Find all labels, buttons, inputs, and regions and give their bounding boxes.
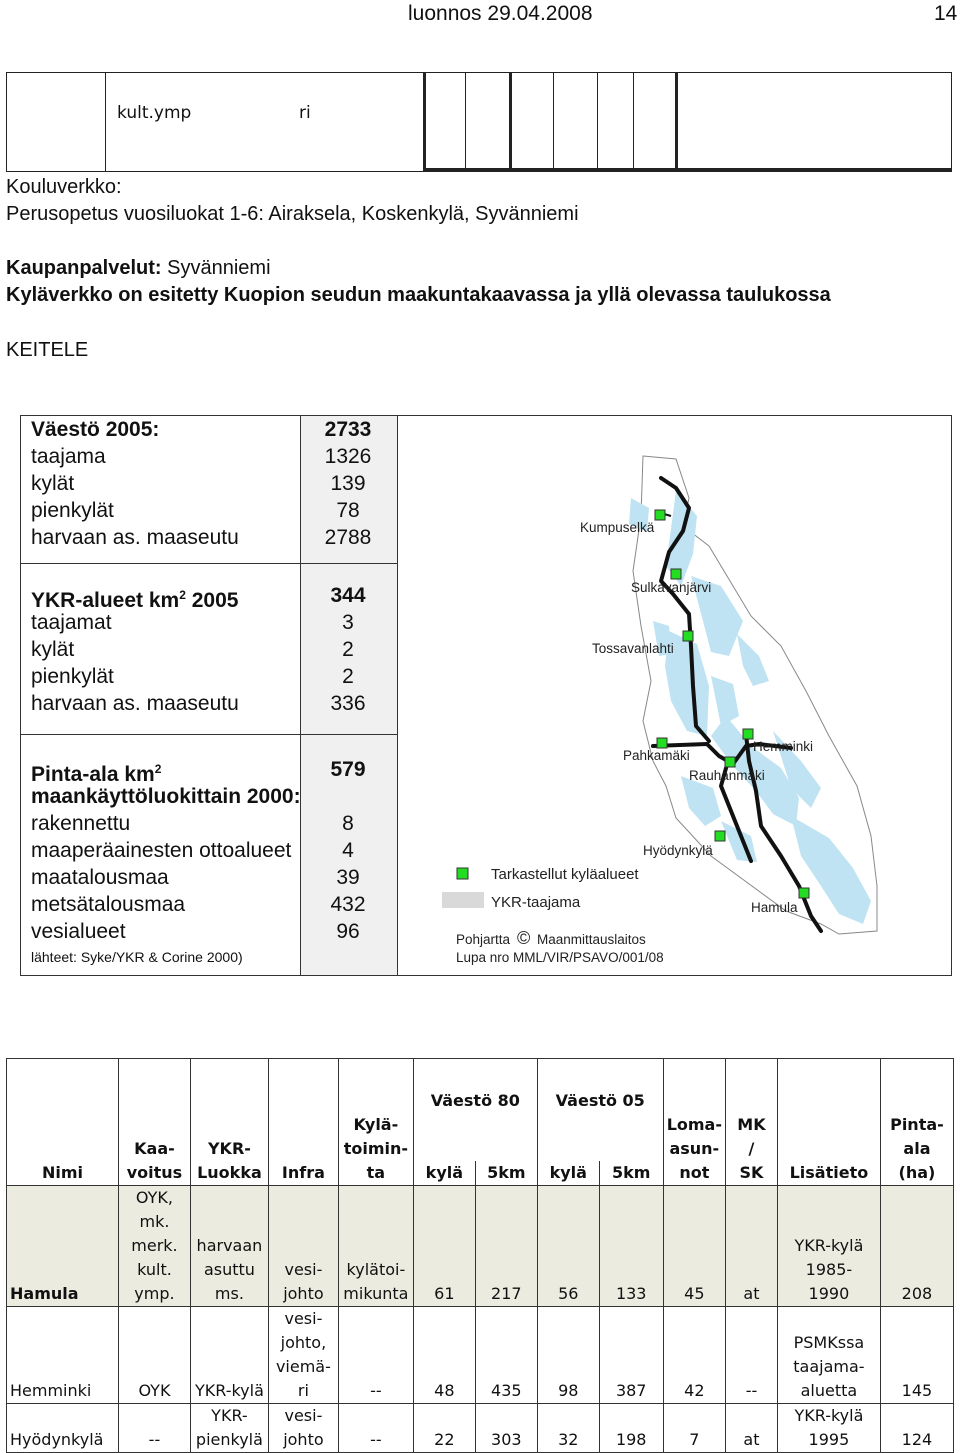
th-ykr: YKR- Luokka xyxy=(190,1059,268,1186)
map-label-hyodynkyla: Hyödynkylä xyxy=(643,843,713,858)
population-label: kylät xyxy=(31,472,75,495)
table-row xyxy=(7,1306,954,1403)
population-value: 1326 xyxy=(324,445,372,468)
cell-lisatieto: PSMKssa taajama- aluetta xyxy=(777,1306,880,1403)
stub-col-kultymp: kult.ymp xyxy=(117,103,192,123)
population-value: 139 xyxy=(330,472,366,495)
cell-v80-5km: 217 xyxy=(475,1185,537,1306)
cell-lisatieto: YKR-kylä 1995 xyxy=(777,1403,880,1452)
area-heading: Pinta-ala $km^2$ xyxy=(31,762,162,786)
ykr-value: 2 xyxy=(342,638,354,661)
ykr-value: 2 xyxy=(342,665,354,688)
cell-kylatoiminta: kylätoi- mikunta xyxy=(338,1185,413,1306)
copyright-icon: © xyxy=(517,928,531,948)
cell-v05-kyla: 98 xyxy=(537,1306,599,1403)
ykr-total: 344 xyxy=(330,584,366,607)
cell-v80-kyla: 48 xyxy=(413,1306,475,1403)
ykr-heading: YKR-alueet $km^2$ 2005 xyxy=(31,588,239,612)
table-row xyxy=(7,1403,954,1452)
ykr-value: 3 xyxy=(342,611,354,634)
map-credit-source: Pohjartta xyxy=(456,932,511,947)
cell-loma: 42 xyxy=(663,1306,725,1403)
cell-ykr: YKR- pienkylä xyxy=(190,1403,268,1452)
cell-kaavoitus: -- xyxy=(118,1403,190,1452)
stub-col-ri: ri xyxy=(299,103,311,123)
map-label-hemminki: Hemminki xyxy=(753,739,814,754)
cell-infra: vesi- johto xyxy=(268,1403,338,1452)
th-nimi: Nimi xyxy=(7,1059,119,1186)
cell-v05-kyla: 56 xyxy=(537,1185,599,1306)
map-credit-owner: Maanmittauslaitos xyxy=(537,932,646,947)
cell-nimi: Hyödynkylä xyxy=(7,1403,119,1452)
area-label: vesialueet xyxy=(31,920,126,943)
cell-mk: -- xyxy=(725,1306,777,1403)
population-total: 2733 xyxy=(324,418,372,441)
cell-nimi: Hamula xyxy=(7,1185,119,1306)
legend-ykr: YKR-taajama xyxy=(491,894,581,911)
cell-loma: 45 xyxy=(663,1185,725,1306)
area-source: lähteet: Syke/YKR & Corine 2000) xyxy=(31,949,243,965)
cell-pinta: 124 xyxy=(880,1403,953,1452)
th-vaesto05: Väestö 05 xyxy=(537,1059,663,1161)
ykr-label: pienkylät xyxy=(31,665,114,688)
village-title: KEITELE xyxy=(6,339,89,361)
cell-kylatoiminta: -- xyxy=(338,1403,413,1452)
cell-loma: 7 xyxy=(663,1403,725,1452)
population-value: 78 xyxy=(336,499,360,522)
village-table xyxy=(6,1058,954,1453)
th-vaesto80: Väestö 80 xyxy=(413,1059,537,1161)
ykr-label: harvaan as. maaseutu xyxy=(31,692,239,715)
cell-v80-kyla: 22 xyxy=(413,1403,475,1452)
ykr-label: taajamat xyxy=(31,611,112,634)
th-lisatieto: Lisätieto xyxy=(777,1059,880,1186)
th-v80-5km: 5km xyxy=(475,1161,537,1186)
cell-infra: vesi- johto xyxy=(268,1185,338,1306)
cell-v80-5km: 303 xyxy=(475,1403,537,1452)
cell-pinta: 208 xyxy=(880,1185,953,1306)
top-stub-table xyxy=(6,72,952,172)
school-label: Kouluverkko: xyxy=(6,176,122,198)
area-label: metsätalousmaa xyxy=(31,893,186,916)
area-label: rakennettu xyxy=(31,812,131,835)
th-infra: Infra xyxy=(268,1059,338,1186)
services-value: Syvänniemi xyxy=(167,257,271,279)
cell-nimi: Hemminki xyxy=(7,1306,119,1403)
map-label-pahkamaki: Pahkamäki xyxy=(623,748,690,763)
cell-v05-5km: 133 xyxy=(599,1185,663,1306)
cell-v05-5km: 198 xyxy=(599,1403,663,1452)
cell-infra: vesi- johto, viemä- ri xyxy=(268,1306,338,1403)
school-text: Perusopetus vuosiluokat 1-6: Airaksela, Koskenkylä, Syvänniemi xyxy=(6,203,579,225)
cell-pinta: 145 xyxy=(880,1306,953,1403)
th-v05-5km: 5km xyxy=(599,1161,663,1186)
area-value: 8 xyxy=(342,812,354,835)
population-label: pienkylät xyxy=(31,499,114,522)
population-heading: Väestö 2005: xyxy=(31,418,160,441)
area-value: 96 xyxy=(336,920,360,943)
map-license: Lupa nro MML/VIR/PSAVO/001/08 xyxy=(456,950,664,965)
th-mk: MK / SK xyxy=(725,1059,777,1186)
network-text: Kyläverkko on esitetty Kuopion seudun maakuntakaavassa ja yllä olevassa taulukossa xyxy=(6,284,831,306)
village-info-box xyxy=(20,415,952,976)
area-subheading: maankäyttöluokittain 2000: xyxy=(31,785,301,808)
cell-kaavoitus: OYK xyxy=(118,1306,190,1403)
th-kaavoitus: Kaa- voitus xyxy=(118,1059,190,1186)
map-label-kumpuselka: Kumpuselkä xyxy=(580,520,655,535)
page-number: 14 xyxy=(934,2,958,25)
area-value: 432 xyxy=(330,893,366,916)
cell-lisatieto: YKR-kylä 1985- 1990 xyxy=(777,1185,880,1306)
map-label-hamula: Hamula xyxy=(751,900,798,915)
map-label-tossavanlahti: Tossavanlahti xyxy=(592,641,674,656)
village-map xyxy=(398,416,951,975)
map-label-sulkavanjarvi: Sulkavanjärvi xyxy=(631,580,712,595)
table-row xyxy=(7,1185,954,1306)
th-pinta: Pinta- ala (ha) xyxy=(880,1059,953,1186)
area-label: maatalousmaa xyxy=(31,866,169,889)
cell-kylatoiminta: -- xyxy=(338,1306,413,1403)
cell-v05-kyla: 32 xyxy=(537,1403,599,1452)
population-label: taajama xyxy=(31,445,106,468)
ykr-value: 336 xyxy=(330,692,366,715)
cell-ykr: YKR-kylä xyxy=(190,1306,268,1403)
area-value: 4 xyxy=(342,839,354,862)
population-label: harvaan as. maaseutu xyxy=(31,526,239,549)
th-v05-kyla: kylä xyxy=(537,1161,599,1186)
th-v80-kyla: kylä xyxy=(413,1161,475,1186)
cell-v80-kyla: 61 xyxy=(413,1185,475,1306)
cell-kaavoitus: OYK, mk. merk. kult. ymp. xyxy=(118,1185,190,1306)
legend-villages: Tarkastellut kyläalueet xyxy=(491,866,639,883)
population-value: 2788 xyxy=(324,526,372,549)
area-total: 579 xyxy=(330,758,366,781)
cell-v05-5km: 387 xyxy=(599,1306,663,1403)
services-label: Kaupanpalvelut: xyxy=(6,257,162,279)
area-value: 39 xyxy=(336,866,360,889)
ykr-label: kylät xyxy=(31,638,75,661)
legend-ykr-swatch xyxy=(442,892,484,908)
cell-v80-5km: 435 xyxy=(475,1306,537,1403)
cell-mk: at xyxy=(725,1185,777,1306)
map-label-rauhanmaki: Rauhanmäki xyxy=(689,768,765,783)
cell-mk: at xyxy=(725,1403,777,1452)
th-loma: Loma- asun- not xyxy=(663,1059,725,1186)
th-kylatoiminta: Kylä- toimin- ta xyxy=(338,1059,413,1186)
area-label: maaperäainesten ottoalueet xyxy=(31,839,292,862)
draft-date: luonnos 29.04.2008 xyxy=(408,2,593,25)
cell-ykr: harvaan asuttu ms. xyxy=(190,1185,268,1306)
